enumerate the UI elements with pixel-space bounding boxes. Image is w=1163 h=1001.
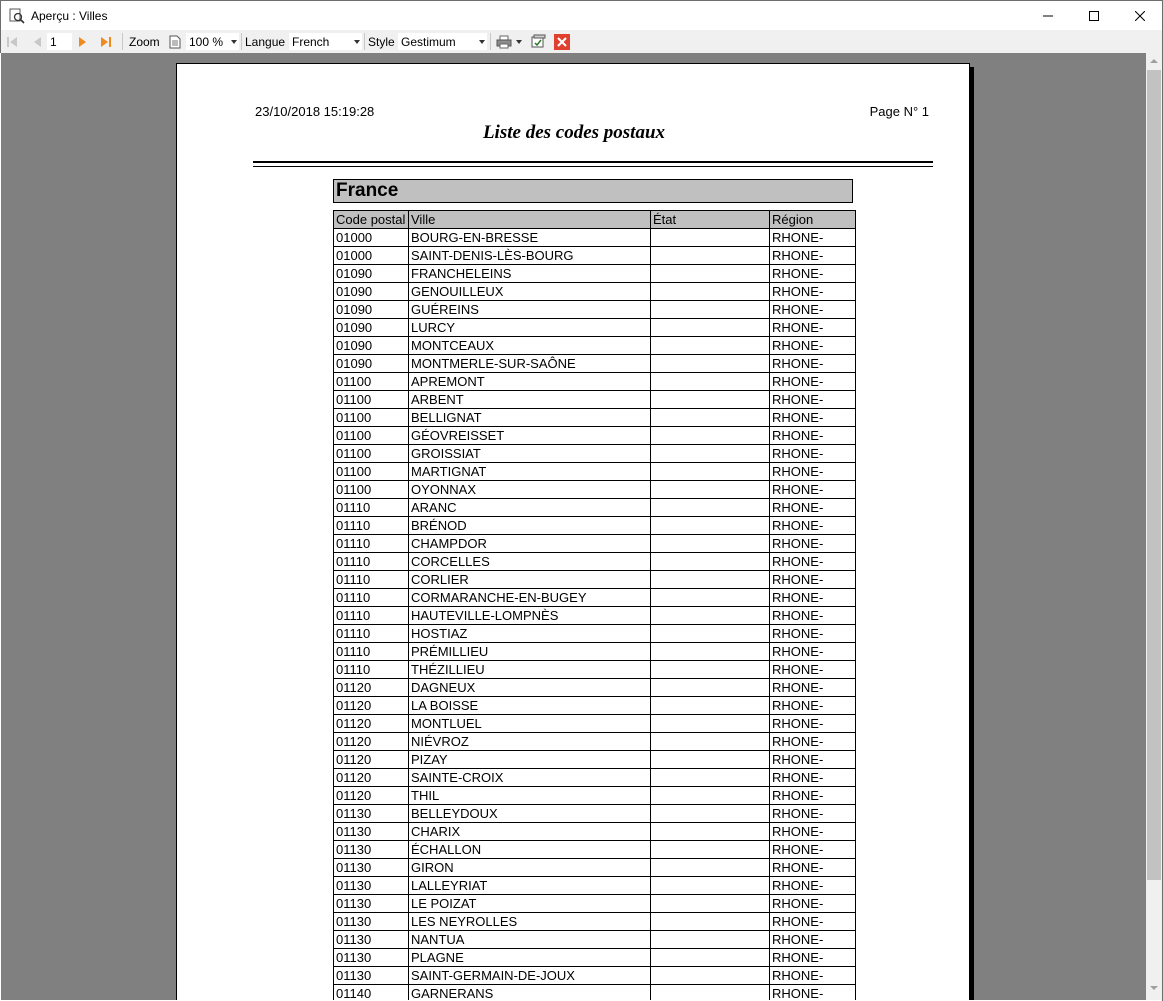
cell-etat <box>651 805 770 823</box>
table-row <box>334 823 856 841</box>
close-preview-button[interactable] <box>554 30 570 53</box>
cell-region: RHONE- <box>770 463 856 481</box>
next-page-button[interactable] <box>78 30 88 53</box>
print-button[interactable] <box>496 30 512 53</box>
cell-ville: MARTIGNAT <box>409 463 651 481</box>
cell-ville: LE POIZAT <box>409 895 651 913</box>
cell-region: RHONE- <box>770 481 856 499</box>
cell-etat <box>651 895 770 913</box>
table-row <box>334 463 856 481</box>
next-page-icon <box>78 36 88 48</box>
cell-etat <box>651 445 770 463</box>
cell-ville: HAUTEVILLE-LOMPNÈS <box>409 607 651 625</box>
cell-region: RHONE- <box>770 985 856 1001</box>
cell-region: RHONE- <box>770 589 856 607</box>
chevron-down-icon <box>516 40 522 44</box>
table-row <box>334 805 856 823</box>
cell-region: RHONE- <box>770 301 856 319</box>
cell-ville: THIL <box>409 787 651 805</box>
table-row <box>334 679 856 697</box>
cell-region: RHONE- <box>770 913 856 931</box>
cell-etat <box>651 373 770 391</box>
cell-code-postal: 01000 <box>334 247 409 265</box>
cell-ville: HOSTIAZ <box>409 625 651 643</box>
cell-etat <box>651 715 770 733</box>
last-page-button[interactable] <box>100 30 112 53</box>
cell-ville: MONTLUEL <box>409 715 651 733</box>
vertical-scrollbar[interactable] <box>1146 53 1162 1000</box>
table-row <box>334 967 856 985</box>
close-icon <box>1135 11 1145 21</box>
cell-etat <box>651 355 770 373</box>
cell-region: RHONE- <box>770 769 856 787</box>
report-title: Liste des codes postaux <box>482 122 666 143</box>
table-row <box>334 859 856 877</box>
cell-ville: LA BOISSE <box>409 697 651 715</box>
table-row <box>334 427 856 445</box>
cell-code-postal: 01000 <box>334 229 409 247</box>
cell-ville: BELLEYDOUX <box>409 805 651 823</box>
cell-code-postal: 01130 <box>334 949 409 967</box>
column-header-code: Code postal <box>334 211 409 229</box>
table-row <box>334 355 856 373</box>
cell-etat <box>651 841 770 859</box>
cell-ville: PRÉMILLIEU <box>409 643 651 661</box>
cell-etat <box>651 247 770 265</box>
cell-etat <box>651 481 770 499</box>
toolbar-separator <box>241 33 242 50</box>
cell-code-postal: 01130 <box>334 967 409 985</box>
cell-code-postal: 01130 <box>334 931 409 949</box>
cell-etat <box>651 823 770 841</box>
cell-ville: ARBENT <box>409 391 651 409</box>
table-header-row <box>334 211 856 229</box>
print-setup-button[interactable] <box>531 30 547 53</box>
cell-code-postal: 01100 <box>334 373 409 391</box>
cell-code-postal: 01110 <box>334 535 409 553</box>
scrollbar-thumb[interactable] <box>1147 70 1161 880</box>
cell-ville: APREMONT <box>409 373 651 391</box>
cell-ville: SAINT-GERMAIN-DE-JOUX <box>409 967 651 985</box>
table-row <box>334 877 856 895</box>
cell-region: RHONE- <box>770 337 856 355</box>
table-row <box>334 247 856 265</box>
last-page-icon <box>100 36 112 48</box>
close-icon <box>554 34 570 50</box>
cell-ville: BELLIGNAT <box>409 409 651 427</box>
table-row <box>334 931 856 949</box>
printer-icon <box>496 35 512 49</box>
cell-code-postal: 01130 <box>334 895 409 913</box>
cell-etat <box>651 427 770 445</box>
cell-region: RHONE- <box>770 427 856 445</box>
column-header-region: Région <box>770 211 856 229</box>
cell-etat <box>651 751 770 769</box>
cell-etat <box>651 301 770 319</box>
cell-ville: MONTCEAUX <box>409 337 651 355</box>
table-row <box>334 787 856 805</box>
cell-etat <box>651 517 770 535</box>
table-row <box>334 949 856 967</box>
postal-codes-table <box>333 210 856 1000</box>
cell-region: RHONE- <box>770 625 856 643</box>
langue-select[interactable] <box>288 32 363 51</box>
cell-region: RHONE- <box>770 643 856 661</box>
cell-region: RHONE- <box>770 391 856 409</box>
cell-etat <box>651 697 770 715</box>
cell-code-postal: 01100 <box>334 481 409 499</box>
first-page-icon <box>6 36 18 48</box>
cell-etat <box>651 733 770 751</box>
toolbar-separator <box>364 33 365 50</box>
table-row <box>334 409 856 427</box>
print-options-dropdown[interactable] <box>516 30 522 53</box>
style-select[interactable] <box>397 32 488 51</box>
cell-region: RHONE- <box>770 571 856 589</box>
cell-etat <box>651 229 770 247</box>
toolbar-separator <box>122 33 123 50</box>
cell-etat <box>651 283 770 301</box>
print-setup-icon <box>531 34 547 50</box>
table-row <box>334 229 856 247</box>
cell-region: RHONE- <box>770 535 856 553</box>
cell-etat <box>651 769 770 787</box>
cell-ville: ARANC <box>409 499 651 517</box>
table-row <box>334 265 856 283</box>
cell-region: RHONE- <box>770 517 856 535</box>
table-row <box>334 301 856 319</box>
cell-ville: ÉCHALLON <box>409 841 651 859</box>
table-row <box>334 841 856 859</box>
chevron-down-icon <box>479 40 485 44</box>
preview-magnifier-icon <box>9 8 25 24</box>
chevron-down-icon <box>231 40 237 44</box>
table-row <box>334 445 856 463</box>
cell-etat <box>651 679 770 697</box>
cell-code-postal: 01130 <box>334 805 409 823</box>
cell-region: RHONE- <box>770 247 856 265</box>
cell-code-postal: 01130 <box>334 913 409 931</box>
cell-ville: DAGNEUX <box>409 679 651 697</box>
cell-region: RHONE- <box>770 445 856 463</box>
cell-etat <box>651 661 770 679</box>
cell-etat <box>651 265 770 283</box>
cell-ville: PIZAY <box>409 751 651 769</box>
table-row <box>334 337 856 355</box>
cell-region: RHONE- <box>770 805 856 823</box>
cell-etat <box>651 913 770 931</box>
preview-toolbar <box>0 30 1163 53</box>
minimize-icon <box>1043 11 1053 21</box>
cell-code-postal: 01110 <box>334 553 409 571</box>
table-row <box>334 661 856 679</box>
cell-etat <box>651 589 770 607</box>
toolbar-separator <box>490 33 491 50</box>
cell-ville: LURCY <box>409 319 651 337</box>
previous-page-icon <box>32 36 42 48</box>
cell-code-postal: 01110 <box>334 571 409 589</box>
maximize-icon <box>1089 11 1099 21</box>
cell-etat <box>651 499 770 517</box>
zoom-value: 100 % <box>189 34 224 49</box>
cell-etat <box>651 409 770 427</box>
header-rule <box>253 161 933 163</box>
previous-page-button[interactable] <box>32 30 42 53</box>
cell-etat <box>651 985 770 1001</box>
table-row <box>334 697 856 715</box>
chevron-down-icon <box>354 40 360 44</box>
table-row <box>334 733 856 751</box>
table-row <box>334 715 856 733</box>
cell-ville: GROISSIAT <box>409 445 651 463</box>
table-row <box>334 499 856 517</box>
langue-value: French <box>292 34 330 49</box>
cell-code-postal: 01110 <box>334 643 409 661</box>
cell-code-postal: 01120 <box>334 769 409 787</box>
cell-region: RHONE- <box>770 715 856 733</box>
cell-ville: CORLIER <box>409 571 651 589</box>
cell-etat <box>651 931 770 949</box>
page-view-icon[interactable] <box>169 30 181 53</box>
cell-region: RHONE- <box>770 697 856 715</box>
style-label: Style <box>368 34 395 49</box>
cell-code-postal: 01110 <box>334 517 409 535</box>
cell-region: RHONE- <box>770 229 856 247</box>
cell-ville: BOURG-EN-BRESSE <box>409 229 651 247</box>
cell-code-postal: 01100 <box>334 409 409 427</box>
window-title: Aperçu : Villes <box>31 9 108 23</box>
cell-etat <box>651 535 770 553</box>
cell-code-postal: 01100 <box>334 427 409 445</box>
table-row <box>334 625 856 643</box>
first-page-button[interactable] <box>6 30 18 53</box>
cell-ville: BRÉNOD <box>409 517 651 535</box>
cell-etat <box>651 877 770 895</box>
cell-ville: CORCELLES <box>409 553 651 571</box>
minimize-button[interactable] <box>1025 1 1071 31</box>
cell-ville: CORMARANCHE-EN-BUGEY <box>409 589 651 607</box>
cell-region: RHONE- <box>770 823 856 841</box>
cell-region: RHONE- <box>770 499 856 517</box>
cell-region: RHONE- <box>770 607 856 625</box>
table-row <box>334 607 856 625</box>
cell-etat <box>651 967 770 985</box>
cell-etat <box>651 949 770 967</box>
cell-region: RHONE- <box>770 787 856 805</box>
cell-region: RHONE- <box>770 283 856 301</box>
cell-etat <box>651 319 770 337</box>
report-page <box>176 63 970 1000</box>
cell-code-postal: 01090 <box>334 301 409 319</box>
zoom-label: Zoom <box>129 34 160 49</box>
cell-region: RHONE- <box>770 967 856 985</box>
cell-code-postal: 01120 <box>334 697 409 715</box>
style-value: Gestimum <box>401 34 456 49</box>
cell-ville: SAINT-DENIS-LÈS-BOURG <box>409 247 651 265</box>
maximize-button[interactable] <box>1071 1 1117 31</box>
cell-region: RHONE- <box>770 319 856 337</box>
table-row <box>334 913 856 931</box>
table-body <box>334 229 856 1001</box>
cell-code-postal: 01110 <box>334 661 409 679</box>
page-number-input[interactable]: 1 <box>46 32 73 51</box>
cell-code-postal: 01090 <box>334 265 409 283</box>
cell-code-postal: 01130 <box>334 823 409 841</box>
cell-ville: SAINTE-CROIX <box>409 769 651 787</box>
country-header: France <box>333 179 853 203</box>
table-row <box>334 535 856 553</box>
cell-region: RHONE- <box>770 661 856 679</box>
cell-ville: NIÉVROZ <box>409 733 651 751</box>
cell-code-postal: 01100 <box>334 463 409 481</box>
cell-code-postal: 01130 <box>334 877 409 895</box>
table-row <box>334 571 856 589</box>
cell-code-postal: 01090 <box>334 355 409 373</box>
zoom-select[interactable] <box>185 32 240 51</box>
table-row <box>334 553 856 571</box>
cell-etat <box>651 643 770 661</box>
table-row <box>334 985 856 1001</box>
cell-region: RHONE- <box>770 859 856 877</box>
cell-region: RHONE- <box>770 895 856 913</box>
column-header-etat: État <box>651 211 770 229</box>
cell-ville: GIRON <box>409 859 651 877</box>
cell-code-postal: 01100 <box>334 391 409 409</box>
cell-region: RHONE- <box>770 877 856 895</box>
cell-ville: FRANCHELEINS <box>409 265 651 283</box>
cell-code-postal: 01120 <box>334 751 409 769</box>
cell-region: RHONE- <box>770 373 856 391</box>
cell-region: RHONE- <box>770 265 856 283</box>
cell-code-postal: 01110 <box>334 499 409 517</box>
cell-code-postal: 01140 <box>334 985 409 1001</box>
cell-code-postal: 01120 <box>334 715 409 733</box>
cell-ville: MONTMERLE-SUR-SAÔNE <box>409 355 651 373</box>
cell-code-postal: 01130 <box>334 841 409 859</box>
cell-region: RHONE- <box>770 931 856 949</box>
cell-etat <box>651 859 770 877</box>
cell-code-postal: 01090 <box>334 337 409 355</box>
cell-ville: PLAGNE <box>409 949 651 967</box>
cell-etat <box>651 391 770 409</box>
cell-ville: LALLEYRIAT <box>409 877 651 895</box>
cell-ville: OYONNAX <box>409 481 651 499</box>
cell-region: RHONE- <box>770 841 856 859</box>
cell-code-postal: 01110 <box>334 625 409 643</box>
cell-etat <box>651 463 770 481</box>
cell-etat <box>651 787 770 805</box>
table-row <box>334 769 856 787</box>
scroll-up-icon[interactable] <box>1150 59 1158 63</box>
cell-ville: CHAMPDOR <box>409 535 651 553</box>
cell-region: RHONE- <box>770 679 856 697</box>
cell-etat <box>651 337 770 355</box>
scroll-down-icon[interactable] <box>1150 986 1158 990</box>
page-number: Page N° 1 <box>869 104 929 119</box>
table-row <box>334 319 856 337</box>
table-row <box>334 643 856 661</box>
header-rule <box>253 166 933 167</box>
table-row <box>334 517 856 535</box>
title-bar <box>0 0 1163 30</box>
cell-code-postal: 01110 <box>334 607 409 625</box>
cell-ville: LES NEYROLLES <box>409 913 651 931</box>
cell-code-postal: 01100 <box>334 445 409 463</box>
table-row <box>334 895 856 913</box>
cell-ville: NANTUA <box>409 931 651 949</box>
cell-ville: CHARIX <box>409 823 651 841</box>
table-row <box>334 481 856 499</box>
cell-etat <box>651 571 770 589</box>
cell-code-postal: 01090 <box>334 319 409 337</box>
cell-region: RHONE- <box>770 355 856 373</box>
table-row <box>334 391 856 409</box>
cell-code-postal: 01110 <box>334 589 409 607</box>
cell-etat <box>651 625 770 643</box>
cell-region: RHONE- <box>770 949 856 967</box>
cell-code-postal: 01120 <box>334 733 409 751</box>
preview-area <box>1 53 1146 1000</box>
cell-ville: GARNERANS <box>409 985 651 1001</box>
report-date: 23/10/2018 15:19:28 <box>255 104 375 119</box>
cell-region: RHONE- <box>770 733 856 751</box>
table-row <box>334 751 856 769</box>
langue-label: Langue <box>245 34 286 49</box>
table-row <box>334 373 856 391</box>
cell-code-postal: 01130 <box>334 859 409 877</box>
table-row <box>334 589 856 607</box>
cell-ville: GENOUILLEUX <box>409 283 651 301</box>
table-row <box>334 283 856 301</box>
cell-ville: GUÉREINS <box>409 301 651 319</box>
cell-region: RHONE- <box>770 751 856 769</box>
close-window-button[interactable] <box>1117 1 1163 31</box>
cell-ville: GÉOVREISSET <box>409 427 651 445</box>
cell-etat <box>651 607 770 625</box>
cell-code-postal: 01090 <box>334 283 409 301</box>
cell-region: RHONE- <box>770 409 856 427</box>
column-header-ville: Ville <box>409 211 651 229</box>
cell-region: RHONE- <box>770 553 856 571</box>
cell-etat <box>651 553 770 571</box>
cell-ville: THÉZILLIEU <box>409 661 651 679</box>
cell-code-postal: 01120 <box>334 787 409 805</box>
cell-code-postal: 01120 <box>334 679 409 697</box>
